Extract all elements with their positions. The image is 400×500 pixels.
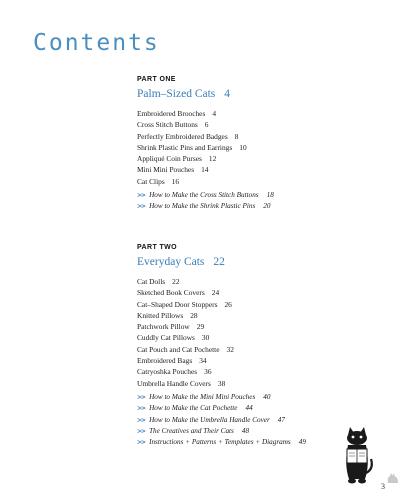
cat-silhouette-icon — [386, 470, 400, 484]
entry-page-number: 44 — [245, 404, 253, 413]
howto-entry — [137, 426, 306, 437]
part-heading-page: 4 — [224, 88, 231, 100]
toc-entry — [137, 366, 306, 377]
toc-entry — [137, 131, 274, 142]
part-heading-page: 22 — [213, 256, 225, 268]
entry-title: Knitted Pillows — [137, 310, 184, 320]
entry-page-number: 32 — [226, 344, 234, 354]
howto-entry — [137, 437, 306, 448]
entry-title: Umbrella Handle Covers — [137, 378, 211, 388]
toc-entry — [137, 378, 306, 389]
entry-page-number: 28 — [190, 310, 198, 320]
entry-page-number: 6 — [204, 120, 209, 130]
howto-entry — [137, 403, 306, 414]
page-title: Contents — [33, 30, 160, 56]
toc-entry — [137, 153, 274, 164]
double-chevron-icon: >> — [137, 192, 146, 200]
entry-title: Cat Dolls — [137, 277, 166, 286]
toc-entry — [137, 287, 306, 298]
toc-entry — [137, 119, 274, 130]
entry-page-number: 12 — [208, 154, 217, 164]
entry-page-number: 29 — [196, 322, 205, 332]
part-label: PART ONE — [137, 76, 176, 83]
howto-title: Instructions + Patterns + Templates + Diagrams — [149, 438, 291, 447]
entry-page-number: 8 — [234, 131, 239, 141]
page-number: 3 — [381, 482, 385, 491]
entry-page-number: 49 — [298, 438, 306, 447]
entry-page-number: 16 — [171, 176, 180, 186]
howto-title: How to Make the Mini Mini Pouches — [149, 392, 256, 401]
entry-list — [137, 108, 274, 187]
double-chevron-icon: >> — [137, 416, 146, 424]
toc-entry — [137, 332, 306, 343]
entry-list — [137, 276, 306, 389]
howto-title: How to Make the Umbrella Handle Cover — [149, 415, 270, 424]
toc-entry — [137, 310, 306, 321]
entry-page-number: 20 — [263, 202, 271, 211]
howto-entry — [137, 415, 306, 426]
part-label: PART TWO — [137, 244, 178, 251]
toc-entry — [137, 164, 274, 175]
double-chevron-icon: >> — [137, 203, 146, 211]
part-heading — [137, 88, 274, 102]
entry-title: Cuddly Cat Pillows — [137, 333, 195, 343]
howto-list — [137, 190, 274, 213]
entry-title: Embroidered Brooches — [137, 109, 206, 118]
cat-reading-icon — [340, 425, 374, 487]
entry-page-number: 18 — [266, 191, 274, 200]
toc-entry — [137, 355, 306, 366]
entry-title: Sketched Book Covers — [137, 288, 205, 298]
entry-title: Perfectly Embroidered Badges — [137, 131, 228, 141]
howto-title: How to Make the Shrink Plastic Pins — [149, 202, 256, 211]
entry-title: Appliqué Coin Purses — [137, 154, 202, 164]
howto-entry — [137, 392, 306, 403]
entry-title: Cat Pouch and Cat Pochette — [137, 344, 220, 354]
entry-page-number: 30 — [201, 333, 210, 343]
entry-title: Embroidered Bags — [137, 356, 193, 366]
entry-page-number: 48 — [241, 426, 250, 435]
toc-entry — [137, 142, 274, 153]
entry-title: Mini Mini Pouches — [137, 165, 195, 175]
entry-page-number: 36 — [204, 367, 212, 377]
entry-page-number: 26 — [224, 299, 232, 309]
entry-page-number: 47 — [277, 415, 285, 424]
toc-entry — [137, 344, 306, 355]
howto-title: How to Make the Cat Pochette — [149, 404, 238, 413]
howto-entry — [137, 201, 274, 212]
entry-page-number: 34 — [199, 356, 207, 366]
double-chevron-icon: >> — [137, 427, 146, 435]
entry-page-number: 10 — [239, 142, 247, 152]
toc-entry — [137, 276, 306, 287]
entry-title: Patchwork Pillow — [137, 322, 190, 332]
toc-entry — [137, 299, 306, 310]
part-heading-title: Everyday Cats — [137, 256, 205, 268]
howto-title: How to Make the Cross Stitch Buttons — [149, 191, 259, 200]
toc-entry — [137, 321, 306, 332]
double-chevron-icon: >> — [137, 405, 146, 413]
entry-page-number: 24 — [211, 288, 220, 298]
entry-page-number: 14 — [201, 165, 209, 175]
howto-title: The Creatives and Their Cats — [149, 426, 234, 435]
howto-entry — [137, 190, 274, 201]
entry-title: Catryoshka Pouches — [137, 367, 198, 377]
part-two — [137, 244, 306, 448]
entry-title: Cat–Shaped Door Stoppers — [137, 299, 218, 309]
entry-page-number: 40 — [263, 392, 271, 401]
entry-title: Shrink Plastic Pins and Earrings — [137, 142, 233, 152]
entry-title: Cat Clips — [137, 176, 165, 186]
part-heading-title: Palm–Sized Cats — [137, 88, 216, 100]
part-heading — [137, 256, 306, 270]
entry-title: Cross Stitch Buttons — [137, 120, 198, 130]
double-chevron-icon: >> — [137, 393, 146, 401]
toc-entry — [137, 176, 274, 187]
entry-page-number: 4 — [212, 109, 217, 118]
double-chevron-icon: >> — [137, 439, 146, 447]
howto-list — [137, 392, 306, 448]
entry-page-number: 22 — [172, 277, 180, 286]
entry-page-number: 38 — [217, 378, 226, 388]
toc-entry — [137, 108, 274, 119]
part-one — [137, 76, 274, 213]
